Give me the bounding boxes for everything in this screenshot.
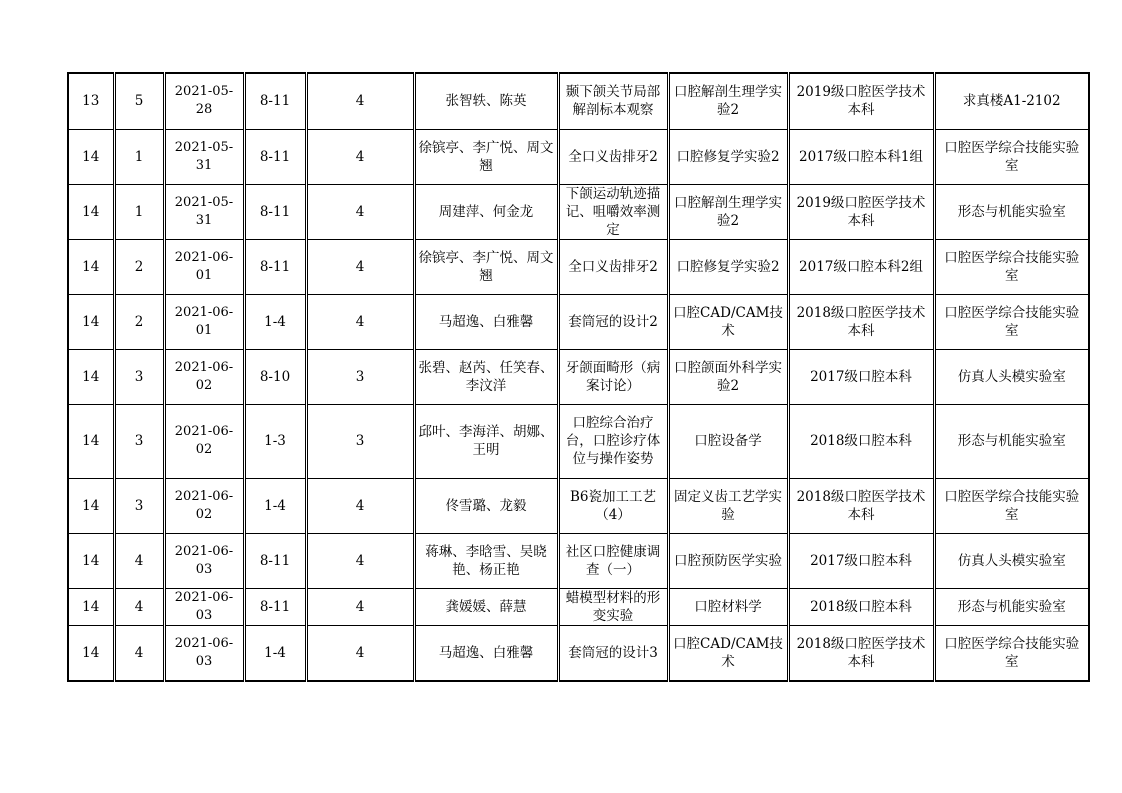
content-cell: 全口义齿排牙2 [558,129,668,184]
course-cell: 口腔材料学 [668,588,788,625]
period-cell: 1-4 [244,294,306,349]
location-cell: 口腔医学综合技能实验室 [934,478,1089,533]
content-cell: 套筒冠的设计3 [558,625,668,681]
weekday-cell: 3 [114,349,164,404]
week-cell: 14 [68,478,114,533]
table-row [68,588,1089,625]
date-cell: 2021-06-02 [164,404,244,478]
week-cell: 14 [68,625,114,681]
content-cell: 口腔综合治疗台，口腔诊疗体位与操作姿势 [558,404,668,478]
content-cell: 颞下颌关节局部解剖标本观察 [558,73,668,129]
schedule-body [68,73,1089,681]
date-cell: 2021-06-01 [164,239,244,294]
teachers-cell: 徐镔亭、李广悦、周文翘 [414,239,558,294]
content-cell: 下颌运动轨迹描记、咀嚼效率测定 [558,184,668,239]
week-cell: 14 [68,239,114,294]
location-cell: 形态与机能实验室 [934,184,1089,239]
class-cell: 2018级口腔医学技术本科 [788,478,934,533]
teachers-cell: 龚媛媛、薛慧 [414,588,558,625]
teachers-cell: 佟雪璐、龙毅 [414,478,558,533]
week-cell: 14 [68,349,114,404]
hours-cell: 3 [306,404,414,478]
teachers-cell: 周建萍、何金龙 [414,184,558,239]
period-cell: 8-11 [244,129,306,184]
period-cell: 1-4 [244,625,306,681]
date-cell: 2021-06-01 [164,294,244,349]
weekday-cell: 3 [114,478,164,533]
date-cell: 2021-06-02 [164,478,244,533]
course-cell: 口腔修复学实验2 [668,129,788,184]
content-cell: 全口义齿排牙2 [558,239,668,294]
course-cell: 口腔颌面外科学实验2 [668,349,788,404]
table-row [68,294,1089,349]
weekday-cell: 2 [114,239,164,294]
class-cell: 2018级口腔医学技术本科 [788,625,934,681]
period-cell: 8-11 [244,239,306,294]
hours-cell: 4 [306,184,414,239]
class-cell: 2017级口腔本科 [788,533,934,588]
teachers-cell: 张碧、赵芮、任笑春、李汶洋 [414,349,558,404]
date-cell: 2021-06-03 [164,588,244,625]
location-cell: 口腔医学综合技能实验室 [934,294,1089,349]
content-cell: 牙颌面畸形（病案讨论） [558,349,668,404]
class-cell: 2019级口腔医学技术本科 [788,184,934,239]
date-cell: 2021-05-28 [164,73,244,129]
course-cell: 口腔修复学实验2 [668,239,788,294]
content-cell: B6瓷加工工艺（4） [558,478,668,533]
location-cell: 形态与机能实验室 [934,404,1089,478]
course-cell: 固定义齿工艺学实验 [668,478,788,533]
weekday-cell: 3 [114,404,164,478]
date-cell: 2021-05-31 [164,129,244,184]
hours-cell: 4 [306,129,414,184]
class-cell: 2018级口腔本科 [788,404,934,478]
class-cell: 2018级口腔本科 [788,588,934,625]
course-cell: 口腔设备学 [668,404,788,478]
course-cell: 口腔CAD/CAM技术 [668,625,788,681]
table-row [68,73,1089,129]
location-cell: 口腔医学综合技能实验室 [934,239,1089,294]
content-cell: 套筒冠的设计2 [558,294,668,349]
period-cell: 8-11 [244,184,306,239]
course-cell: 口腔解剖生理学实验2 [668,73,788,129]
week-cell: 14 [68,588,114,625]
location-cell: 仿真人头模实验室 [934,533,1089,588]
table-row [68,239,1089,294]
location-cell: 口腔医学综合技能实验室 [934,625,1089,681]
teachers-cell: 马超逸、白雅馨 [414,294,558,349]
weekday-cell: 5 [114,73,164,129]
course-cell: 口腔预防医学实验 [668,533,788,588]
period-cell: 1-4 [244,478,306,533]
date-cell: 2021-06-02 [164,349,244,404]
week-cell: 14 [68,533,114,588]
table-row [68,349,1089,404]
hours-cell: 4 [306,73,414,129]
schedule-table [67,72,1090,682]
hours-cell: 4 [306,533,414,588]
period-cell: 8-10 [244,349,306,404]
hours-cell: 3 [306,349,414,404]
hours-cell: 4 [306,625,414,681]
period-cell: 8-11 [244,73,306,129]
class-cell: 2017级口腔本科 [788,349,934,404]
week-cell: 14 [68,184,114,239]
class-cell: 2018级口腔医学技术本科 [788,294,934,349]
table-row [68,184,1089,239]
class-cell: 2019级口腔医学技术本科 [788,73,934,129]
teachers-cell: 邱叶、李海洋、胡娜、王明 [414,404,558,478]
location-cell: 仿真人头模实验室 [934,349,1089,404]
hours-cell: 4 [306,588,414,625]
week-cell: 14 [68,404,114,478]
weekday-cell: 4 [114,533,164,588]
week-cell: 13 [68,73,114,129]
table-row [68,625,1089,681]
weekday-cell: 1 [114,129,164,184]
teachers-cell: 徐镔亭、李广悦、周文翘 [414,129,558,184]
period-cell: 8-11 [244,588,306,625]
week-cell: 14 [68,294,114,349]
date-cell: 2021-06-03 [164,625,244,681]
content-cell: 社区口腔健康调查（一） [558,533,668,588]
weekday-cell: 4 [114,588,164,625]
class-cell: 2017级口腔本科2组 [788,239,934,294]
content-cell: 蜡模型材料的形变实验 [558,588,668,625]
location-cell: 形态与机能实验室 [934,588,1089,625]
table-row [68,478,1089,533]
teachers-cell: 蒋琳、李晗雪、吴晓艳、杨正艳 [414,533,558,588]
period-cell: 1-3 [244,404,306,478]
location-cell: 口腔医学综合技能实验室 [934,129,1089,184]
hours-cell: 4 [306,478,414,533]
teachers-cell: 张智轶、陈英 [414,73,558,129]
date-cell: 2021-05-31 [164,184,244,239]
table-row [68,533,1089,588]
weekday-cell: 4 [114,625,164,681]
weekday-cell: 2 [114,294,164,349]
hours-cell: 4 [306,294,414,349]
week-cell: 14 [68,129,114,184]
course-cell: 口腔解剖生理学实验2 [668,184,788,239]
class-cell: 2017级口腔本科1组 [788,129,934,184]
teachers-cell: 马超逸、白雅馨 [414,625,558,681]
location-cell: 求真楼A1-2102 [934,73,1089,129]
weekday-cell: 1 [114,184,164,239]
table-row [68,129,1089,184]
date-cell: 2021-06-03 [164,533,244,588]
hours-cell: 4 [306,239,414,294]
course-cell: 口腔CAD/CAM技术 [668,294,788,349]
table-row [68,404,1089,478]
period-cell: 8-11 [244,533,306,588]
